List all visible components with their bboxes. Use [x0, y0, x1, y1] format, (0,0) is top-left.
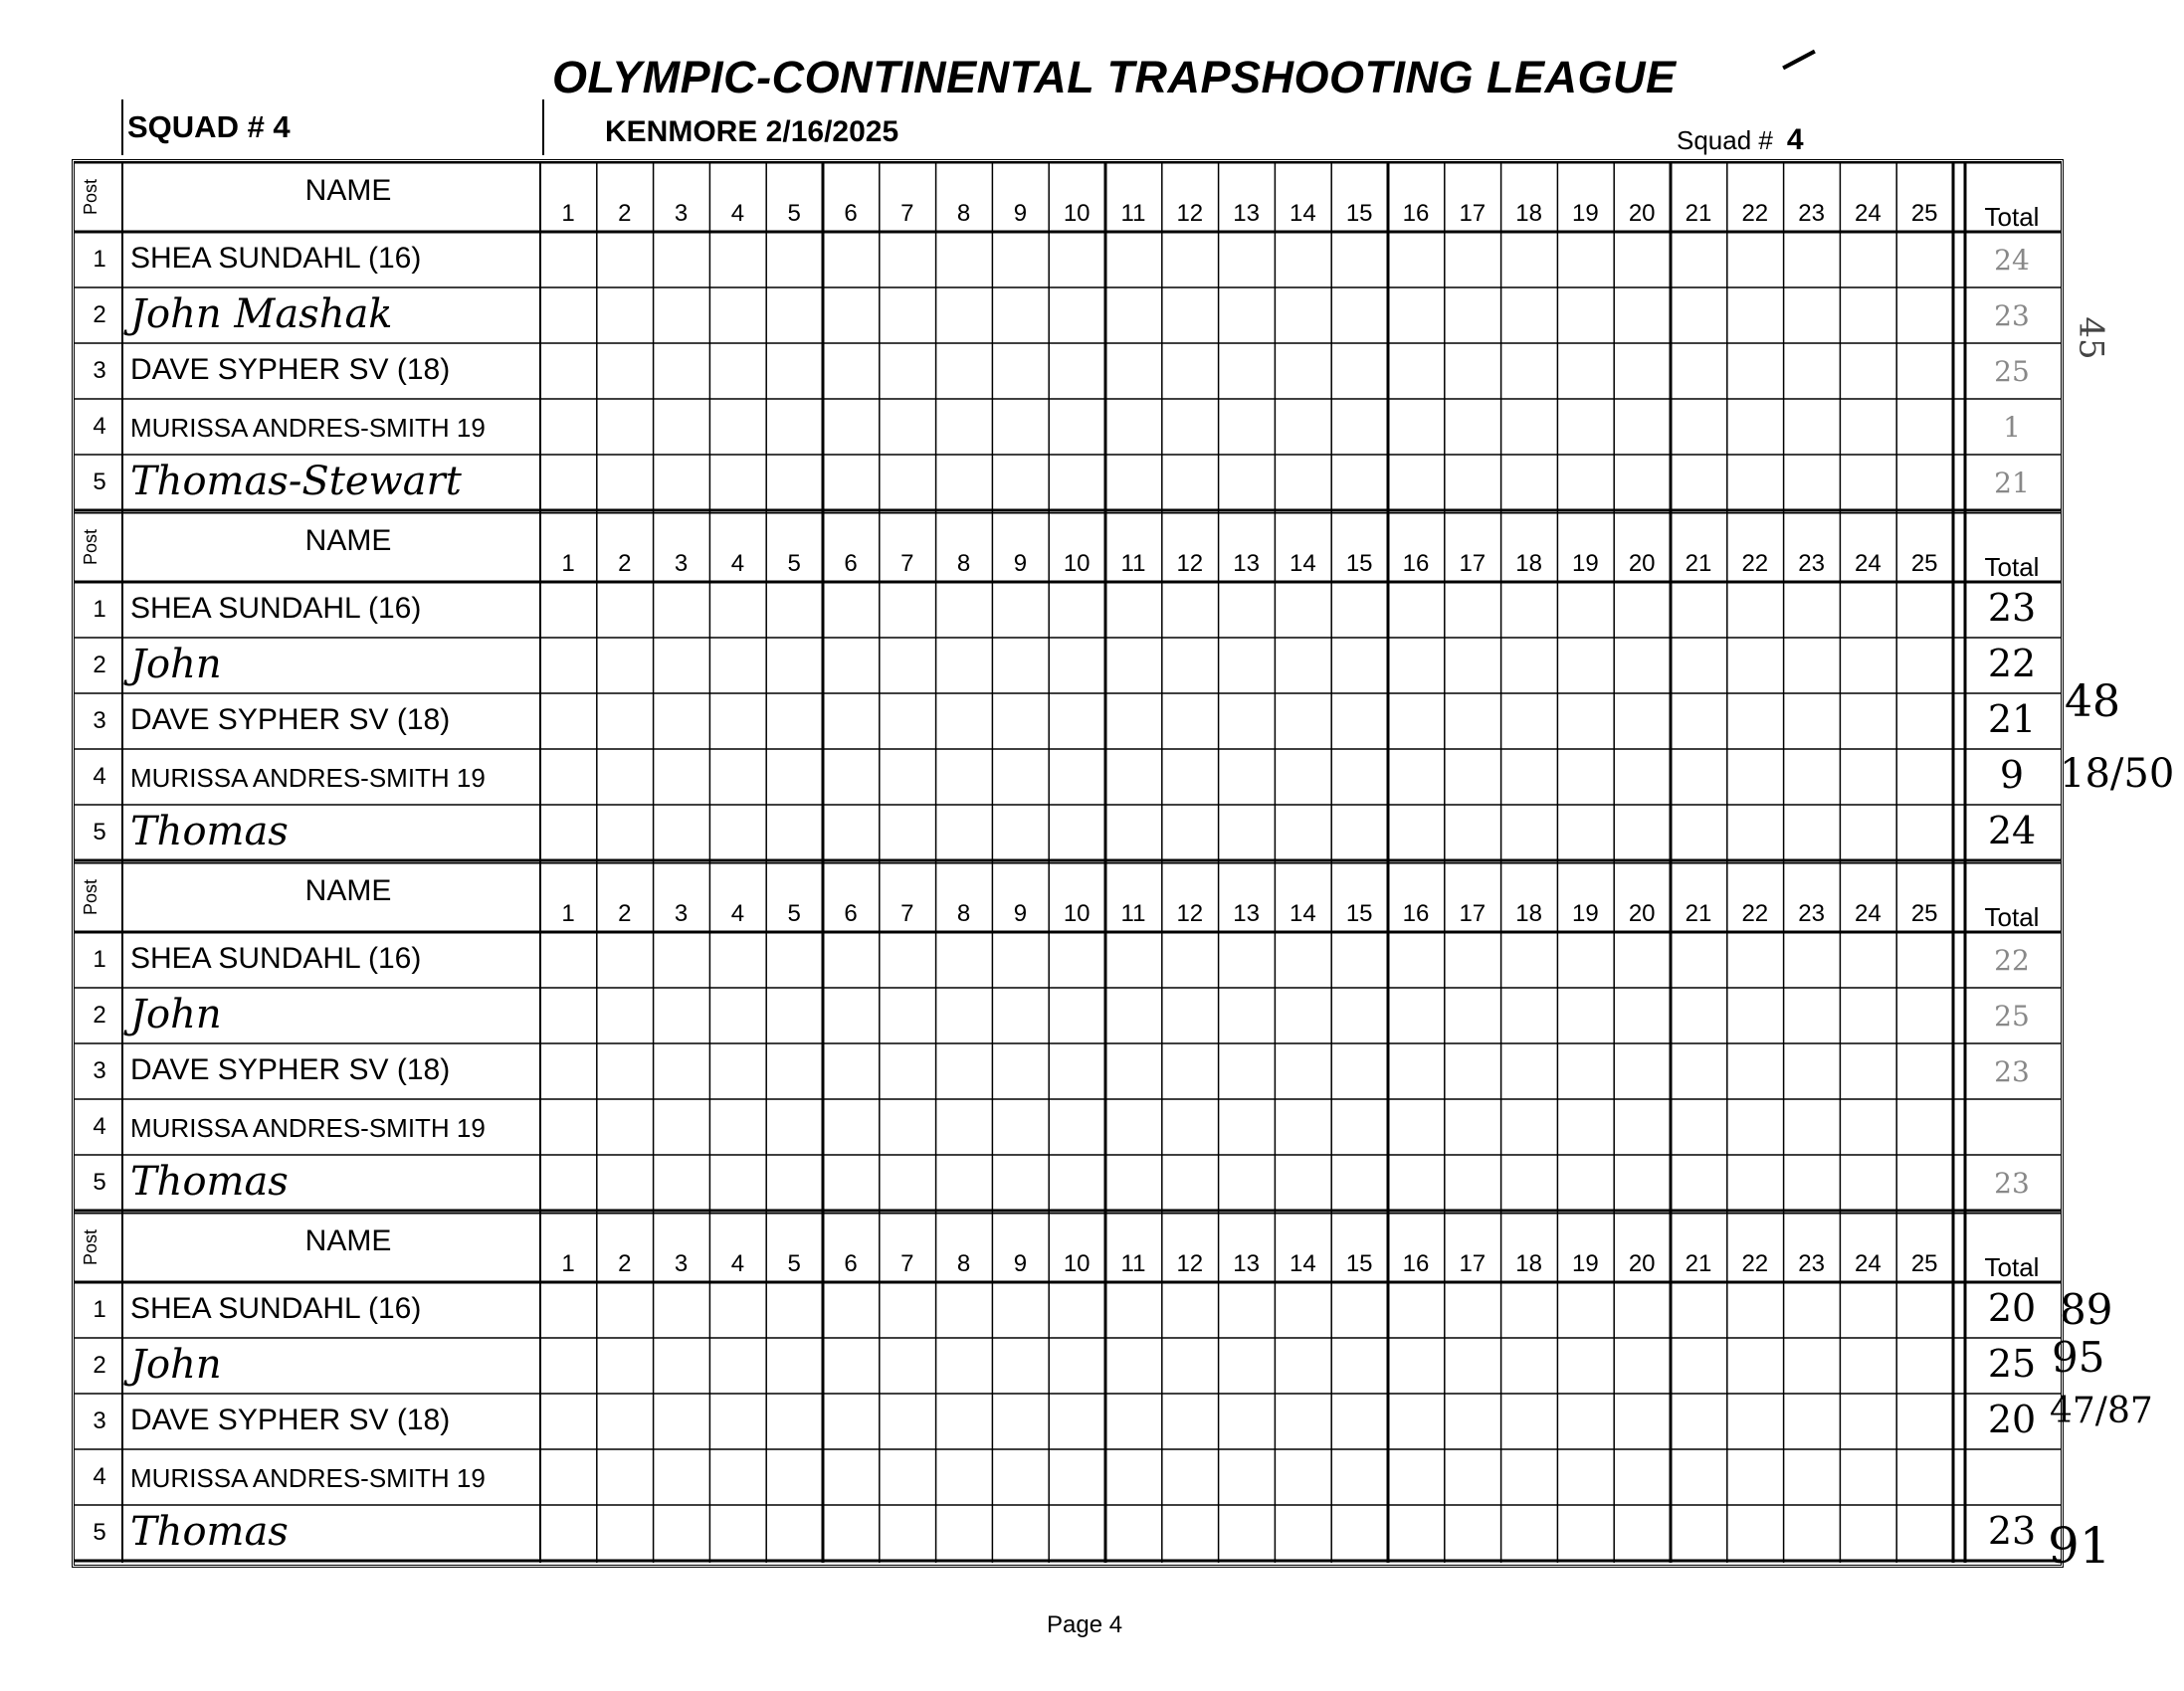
post-number: 3 — [93, 357, 106, 384]
post-number: 5 — [93, 1169, 106, 1196]
post-header: Post — [81, 1228, 100, 1266]
squad-number-value: 4 — [1786, 123, 1804, 156]
round-number: 6 — [844, 550, 858, 577]
post-number: 1 — [93, 596, 106, 623]
row-total: 25 — [1994, 355, 2030, 388]
round-number: 13 — [1233, 200, 1260, 227]
shooter-name: John Mashak — [130, 291, 393, 337]
shooter-name: John — [130, 1342, 222, 1388]
round-number: 2 — [618, 900, 632, 927]
row-total: 25 — [1994, 1000, 2030, 1033]
round-number: 15 — [1345, 900, 1373, 927]
row-total: 9 — [1999, 753, 2025, 797]
round-number: 3 — [674, 200, 689, 227]
total-header: Total — [1984, 1252, 2040, 1282]
round-number: 11 — [1120, 200, 1146, 227]
check-mark-icon — [1782, 50, 1816, 70]
total-header: Total — [1984, 552, 2040, 582]
round-number: 10 — [1063, 200, 1091, 227]
round-number: 9 — [1013, 1250, 1028, 1277]
round-number: 2 — [618, 1250, 632, 1277]
round-number: 24 — [1855, 200, 1882, 227]
round-number: 10 — [1063, 1250, 1091, 1277]
round-number: 9 — [1013, 900, 1028, 927]
round-number: 3 — [674, 900, 689, 927]
round-number: 19 — [1572, 550, 1599, 577]
round-number: 1 — [561, 900, 575, 927]
round-number: 11 — [1120, 550, 1146, 577]
round-number: 17 — [1459, 900, 1487, 927]
round-number: 3 — [674, 550, 689, 577]
row-total: 24 — [1994, 244, 2030, 277]
row-total: 24 — [1987, 809, 2037, 852]
round-number: 25 — [1910, 200, 1938, 227]
post-number: 1 — [93, 946, 106, 973]
row-total: 21 — [1994, 467, 2030, 499]
shooter-name: SHEA SUNDAHL (16) — [130, 942, 422, 975]
post-number: 2 — [93, 652, 106, 678]
post-header: Post — [81, 178, 100, 216]
round-number: 1 — [561, 550, 575, 577]
row-total: 23 — [1994, 299, 2030, 332]
shooter-name: DAVE SYPHER SV (18) — [130, 703, 451, 736]
shooter-name: John — [130, 642, 222, 687]
round-number: 13 — [1233, 1250, 1260, 1277]
row-total: 22 — [1987, 642, 2037, 685]
round-number: 12 — [1176, 550, 1204, 577]
round-number: 13 — [1233, 900, 1260, 927]
round-number: 6 — [844, 900, 858, 927]
round-number: 16 — [1402, 550, 1430, 577]
round-number: 2 — [618, 200, 632, 227]
round-number: 11 — [1120, 1250, 1146, 1277]
row-total: 23 — [1987, 1509, 2037, 1553]
round-number: 20 — [1628, 550, 1656, 577]
round-number: 6 — [844, 200, 858, 227]
round-number: 3 — [674, 1250, 689, 1277]
round-number: 9 — [1013, 550, 1028, 577]
round-number: 16 — [1402, 200, 1430, 227]
post-number: 1 — [93, 246, 106, 273]
score-block — [75, 1213, 2061, 1563]
round-number: 23 — [1798, 1250, 1825, 1277]
round-number: 24 — [1855, 1250, 1882, 1277]
post-number: 4 — [93, 1463, 106, 1490]
header-divider-left — [121, 99, 123, 155]
shooter-name: SHEA SUNDAHL (16) — [130, 242, 422, 275]
total-header: Total — [1984, 202, 2040, 232]
round-number: 20 — [1628, 900, 1656, 927]
row-total: 1 — [2003, 411, 2021, 444]
sheet-title: OLYMPIC-CONTINENTAL TRAPSHOOTING LEAGUE — [552, 52, 1677, 102]
round-number: 16 — [1402, 900, 1430, 927]
post-number: 5 — [93, 469, 106, 495]
round-number: 22 — [1741, 200, 1769, 227]
post-number: 3 — [93, 707, 106, 734]
round-number: 8 — [956, 900, 971, 927]
round-number: 18 — [1515, 550, 1542, 577]
round-number: 4 — [730, 900, 745, 927]
round-number: 1 — [561, 1250, 575, 1277]
round-number: 5 — [787, 1250, 801, 1277]
round-number: 16 — [1402, 1250, 1430, 1277]
score-sheet — [72, 159, 2064, 1568]
round-number: 11 — [1120, 900, 1146, 927]
round-number: 8 — [956, 200, 971, 227]
squad-number — [1677, 123, 1804, 157]
row-total: 20 — [1987, 1286, 2037, 1330]
margin-note: 47/87 — [2050, 1391, 2153, 1431]
round-number: 1 — [561, 200, 575, 227]
round-number: 8 — [956, 550, 971, 577]
post-number: 3 — [93, 1408, 106, 1434]
post-number: 3 — [93, 1057, 106, 1084]
name-header: NAME — [304, 524, 392, 557]
margin-note: 95 — [2052, 1333, 2105, 1382]
round-number: 7 — [900, 900, 914, 927]
round-number: 6 — [844, 1250, 858, 1277]
shooter-name: John — [130, 992, 222, 1037]
shooter-name: SHEA SUNDAHL (16) — [130, 592, 422, 625]
round-number: 20 — [1628, 1250, 1656, 1277]
round-number: 4 — [730, 550, 745, 577]
round-number: 14 — [1290, 550, 1316, 577]
round-number: 8 — [956, 1250, 971, 1277]
round-number: 14 — [1290, 200, 1316, 227]
row-total: 20 — [1987, 1398, 2037, 1441]
row-total: 23 — [1987, 586, 2037, 630]
row-total: 23 — [1994, 1055, 2030, 1088]
round-number: 25 — [1910, 900, 1938, 927]
round-number: 4 — [730, 1250, 745, 1277]
score-block — [75, 512, 2061, 862]
round-number: 17 — [1459, 200, 1487, 227]
round-number: 15 — [1345, 550, 1373, 577]
round-number: 12 — [1176, 200, 1204, 227]
name-header: NAME — [304, 874, 392, 907]
round-number: 22 — [1741, 900, 1769, 927]
round-number: 4 — [730, 200, 745, 227]
post-number: 2 — [93, 1352, 106, 1379]
shooter-name: SHEA SUNDAHL (16) — [130, 1292, 422, 1325]
shooter-name: DAVE SYPHER SV (18) — [130, 1404, 451, 1436]
round-number: 12 — [1176, 1250, 1204, 1277]
header-divider-mid — [542, 99, 544, 155]
round-number: 19 — [1572, 1250, 1599, 1277]
post-number: 5 — [93, 1519, 106, 1546]
round-number: 13 — [1233, 550, 1260, 577]
round-number: 7 — [900, 200, 914, 227]
round-number: 5 — [787, 900, 801, 927]
round-number: 24 — [1855, 900, 1882, 927]
round-number: 18 — [1515, 1250, 1542, 1277]
round-number: 23 — [1798, 900, 1825, 927]
round-number: 22 — [1741, 1250, 1769, 1277]
round-number: 21 — [1685, 900, 1712, 927]
shooter-name: DAVE SYPHER SV (18) — [130, 1053, 451, 1086]
round-number: 22 — [1741, 550, 1769, 577]
round-number: 19 — [1572, 900, 1599, 927]
round-number: 21 — [1685, 550, 1712, 577]
round-number: 5 — [787, 550, 801, 577]
round-number: 25 — [1910, 550, 1938, 577]
round-number: 25 — [1910, 1250, 1938, 1277]
round-number: 23 — [1798, 550, 1825, 577]
round-number: 14 — [1290, 1250, 1316, 1277]
shooter-name: MURISSA ANDRES-SMITH 19 — [130, 763, 486, 793]
round-number: 7 — [900, 1250, 914, 1277]
post-number: 2 — [93, 301, 106, 328]
shooter-name: Thomas — [130, 1159, 289, 1205]
page-number: Page 4 — [1047, 1611, 1123, 1638]
post-number: 2 — [93, 1002, 106, 1029]
round-number: 17 — [1459, 1250, 1487, 1277]
shooter-name: MURISSA ANDRES-SMITH 19 — [130, 1463, 486, 1493]
round-number: 20 — [1628, 200, 1656, 227]
round-number: 23 — [1798, 200, 1825, 227]
squad-label: SQUAD # 4 — [127, 109, 291, 144]
name-header: NAME — [304, 174, 392, 207]
round-number: 5 — [787, 200, 801, 227]
round-number: 14 — [1290, 900, 1316, 927]
round-number: 2 — [618, 550, 632, 577]
margin-note: 91 — [2048, 1517, 2111, 1575]
round-number: 21 — [1685, 1250, 1712, 1277]
shooter-name: MURISSA ANDRES-SMITH 19 — [130, 1113, 486, 1143]
margin-note: 18/50 — [2060, 751, 2175, 797]
shooter-name: Thomas-Stewart — [130, 459, 462, 504]
post-number: 1 — [93, 1296, 106, 1323]
margin-note: 48 — [2065, 676, 2120, 727]
total-header: Total — [1984, 902, 2040, 932]
shooter-name: Thomas — [130, 809, 289, 854]
round-number: 9 — [1013, 200, 1028, 227]
shooter-name: MURISSA ANDRES-SMITH 19 — [130, 413, 486, 443]
row-total: 21 — [1987, 697, 2037, 741]
round-number: 21 — [1685, 200, 1712, 227]
round-number: 10 — [1063, 550, 1091, 577]
row-total: 22 — [1994, 944, 2030, 977]
post-header: Post — [81, 878, 100, 916]
row-total: 23 — [1994, 1167, 2030, 1200]
shooter-name: DAVE SYPHER SV (18) — [130, 353, 451, 386]
round-number: 7 — [900, 550, 914, 577]
post-number: 4 — [93, 413, 106, 440]
round-number: 18 — [1515, 200, 1542, 227]
venue-date: KENMORE 2/16/2025 — [605, 115, 899, 148]
round-number: 18 — [1515, 900, 1542, 927]
round-number: 24 — [1855, 550, 1882, 577]
row-total: 25 — [1987, 1342, 2037, 1386]
round-number: 10 — [1063, 900, 1091, 927]
margin-note: 89 — [2060, 1285, 2113, 1334]
post-number: 5 — [93, 819, 106, 846]
round-number: 17 — [1459, 550, 1487, 577]
round-number: 19 — [1572, 200, 1599, 227]
post-header: Post — [81, 528, 100, 566]
post-number: 4 — [93, 1113, 106, 1140]
round-number: 15 — [1345, 1250, 1373, 1277]
name-header: NAME — [304, 1224, 392, 1257]
round-number: 12 — [1176, 900, 1204, 927]
shooter-name: Thomas — [130, 1509, 289, 1555]
margin-note: 45 — [2071, 316, 2111, 360]
score-block — [75, 162, 2061, 512]
post-number: 4 — [93, 763, 106, 790]
squad-number-label: Squad # — [1677, 125, 1773, 155]
score-block — [75, 862, 2061, 1213]
round-number: 15 — [1345, 200, 1373, 227]
